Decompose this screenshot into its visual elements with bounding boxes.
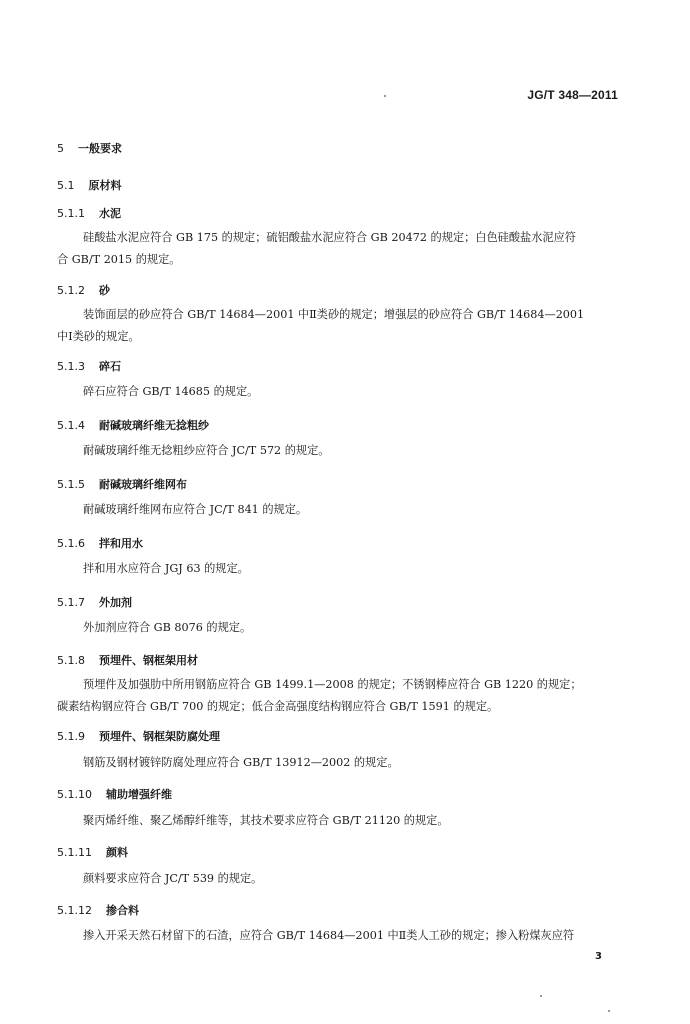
section-number: 5.1.8	[57, 654, 85, 667]
section-number: 5.1.3	[57, 360, 85, 373]
section-title: 掺合料	[106, 904, 139, 917]
section-number: 5.1.6	[57, 537, 85, 550]
section-heading-5-1	[57, 177, 122, 193]
paragraph-line: 装饰面层的砂应符合 GB/T 14684—2001 中Ⅱ类砂的规定；增强层的砂应符合 GB/T 14684—2001	[83, 308, 585, 321]
section-heading-5-1-10	[57, 786, 172, 802]
section-title: 拌和用水	[99, 537, 143, 550]
paragraph-line: 预埋件及加强肋中所用钢筋应符合 GB 1499.1—2008 的规定；不锈钢棒应符合 GB 1220 的规定；	[83, 678, 582, 691]
paragraph-line: 聚丙烯纤维、聚乙烯醇纤维等，其技术要求应符合 GB/T 21120 的规定。	[83, 814, 449, 827]
section-heading-5-1-2	[57, 282, 110, 298]
section-title: 预埋件、钢框架防腐处理	[99, 730, 220, 743]
section-title: 碎石	[99, 360, 121, 373]
section-title: 水泥	[99, 207, 121, 220]
section-heading-5-1-12	[57, 902, 139, 918]
section-number: 5.1.1	[57, 207, 85, 220]
section-number: 5.1.4	[57, 419, 85, 432]
section-title: 颜料	[106, 846, 128, 859]
section-title: 原材料	[88, 179, 122, 192]
section-title: 辅助增强纤维	[106, 788, 172, 801]
section-title: 耐碱玻璃纤维网布	[99, 478, 187, 491]
section-heading-5-1-3	[57, 358, 121, 374]
paragraph-line: 掺入开采天然石材留下的石渣，应符合 GB/T 14684—2001 中Ⅱ类人工砂的规定；掺入粉煤灰应符	[83, 929, 575, 942]
scan-speck	[540, 995, 542, 997]
section-number: 5.1.5	[57, 478, 85, 491]
section-number: 5.1.2	[57, 284, 85, 297]
paragraph-line: 颜料要求应符合 JC/T 539 的规定。	[83, 872, 263, 885]
section-title: 外加剂	[99, 596, 132, 609]
section-title: 预埋件、钢框架用材	[99, 654, 198, 667]
section-heading-5-1-6	[57, 535, 143, 551]
section-heading-5-1-7	[57, 594, 132, 610]
paragraph-line: 拌和用水应符合 JGJ 63 的规定。	[83, 562, 249, 575]
section-heading-5-1-8	[57, 652, 198, 668]
section-title: 耐碱玻璃纤维无捻粗纱	[99, 419, 209, 432]
section-number: 5.1	[57, 179, 75, 192]
section-title: 一般要求	[78, 142, 122, 155]
standard-code-header: JG/T 348—2011	[527, 88, 618, 102]
paragraph-line: 外加剂应符合 GB 8076 的规定。	[83, 621, 252, 634]
section-heading-5-1-5	[57, 476, 187, 492]
paragraph-line: 中Ⅰ类砂的规定。	[57, 330, 140, 343]
paragraph-line: 碳素结构钢应符合 GB/T 700 的规定；低合金高强度结构钢应符合 GB/T 1591 的规定。	[57, 700, 499, 713]
paragraph-line: 碎石应符合 GB/T 14685 的规定。	[83, 385, 259, 398]
section-title: 砂	[99, 284, 110, 297]
section-number: 5.1.7	[57, 596, 85, 609]
section-number: 5.1.10	[57, 788, 92, 801]
paragraph-line: 耐碱玻璃纤维网布应符合 JC/T 841 的规定。	[83, 503, 308, 516]
paragraph-line: 钢筋及钢材镀锌防腐处理应符合 GB/T 13912—2002 的规定。	[83, 756, 399, 769]
section-number: 5.1.12	[57, 904, 92, 917]
section-heading-5	[57, 140, 122, 156]
section-heading-5-1-1	[57, 205, 121, 221]
paragraph-line: 合 GB/T 2015 的规定。	[57, 253, 181, 266]
section-heading-5-1-9	[57, 728, 220, 744]
section-number: 5	[57, 142, 64, 155]
page-number: 3	[595, 951, 602, 962]
section-heading-5-1-4	[57, 417, 209, 433]
scan-speck	[384, 95, 386, 97]
section-number: 5.1.11	[57, 846, 92, 859]
section-heading-5-1-11	[57, 844, 128, 860]
scan-speck	[608, 1010, 610, 1012]
section-number: 5.1.9	[57, 730, 85, 743]
paragraph-line: 硅酸盐水泥应符合 GB 175 的规定；硫铝酸盐水泥应符合 GB 20472 的规定；白色硅酸盐水泥应符	[83, 231, 576, 244]
paragraph-line: 耐碱玻璃纤维无捻粗纱应符合 JC/T 572 的规定。	[83, 444, 330, 457]
